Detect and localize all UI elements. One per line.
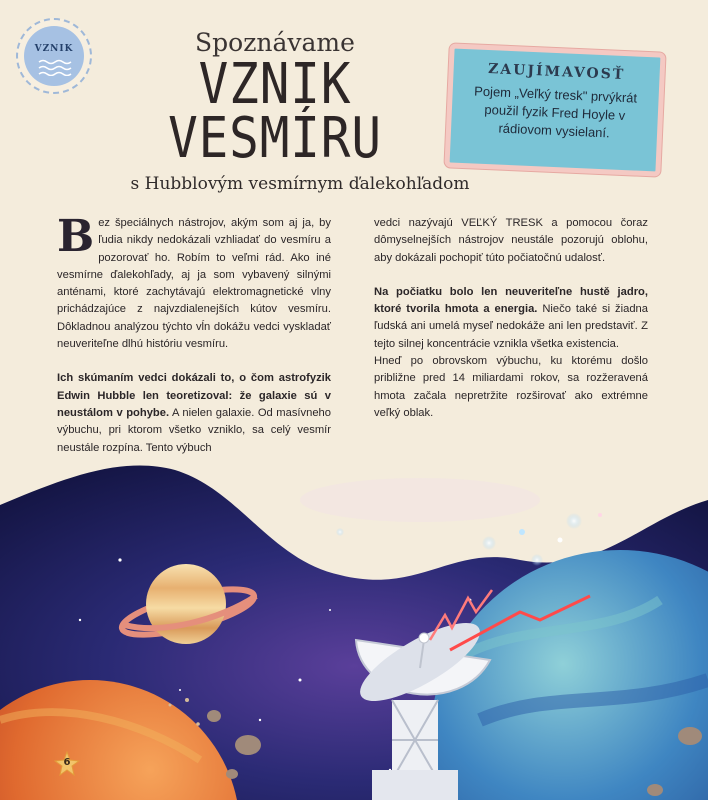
- waves-icon: [38, 58, 72, 76]
- right-paragraph-3: Hneď po obrovskom výbuchu, ku ktorému došlo približne pred 14 miliardami rokov, sa rozžeravená hmota začala nepretržite rozširovať ako extrémne veľký oblak.: [374, 355, 648, 419]
- main-title-line-1: VZNIK: [198, 52, 352, 117]
- title-block: [130, 28, 470, 194]
- right-paragraph-2-bold: Na počiatku bolo len neuveriteľne hustě jadro, ktoré tvorila hmota a energia.: [374, 285, 648, 316]
- right-paragraph-1-a: vedci nazývajú: [374, 217, 462, 229]
- left-paragraph-1-text: ez špeciálnych nástrojov, akým som aj ja, by ľudia nikdy nedokázali vzhliadať do vesmíru a pozorovať ho. Robím to veľmi rád. Ako iné vesmírne ďalekohľady, aj ja som vybavený silnými anténami, ktoré zachytávajú elektromagnetické vlny prichádzajúce z najvzdialenejších kútov vesmíru. Dôkladnou analýzou týchto vĺn dokážu vedci vyskladať neuveriteľne dlhú históriu vesmíru.: [57, 217, 331, 351]
- right-paragraph-2: [374, 284, 648, 353]
- big-bang-term: VEĽKÝ TRESK: [461, 217, 543, 229]
- right-paragraph-1: [374, 215, 648, 267]
- right-paragraph-1-b: a pomocou čoraz dômyselnejších nástrojov neustále pozorujú oblohu, aby dokázali pochopiť túto počiatočnú udalosť.: [374, 217, 648, 264]
- left-paragraph-2-bold: Ich skúmaním vedci dokázali to, o čom astrofyzik Edwin Hubble len teoretizoval: že galaxie sú v neustálom v pohybe.: [57, 372, 331, 419]
- pre-title: Spoznávame: [195, 28, 355, 57]
- left-paragraph-1: [57, 211, 331, 353]
- main-title-line-2: VESMÍRU: [168, 106, 382, 171]
- topic-badge: [16, 18, 92, 94]
- left-paragraph-2-rest: A nielen galaxie. Od masívneho výbuchu, pri ktorom všetko vzniklo, sa celý vesmír neustále rozpína. Tento výbuch: [57, 406, 331, 454]
- fun-fact-text: Pojem „Veľký tresk" prvýkrát použil fyzik Fred Hoyle v rádiovom vysielaní.: [473, 83, 638, 141]
- drop-cap: B: [57, 211, 95, 262]
- page-number: 6: [63, 757, 71, 768]
- subtitle: s Hubblovým vesmírnym ďalekohľadom: [130, 174, 470, 194]
- left-paragraph-2: [57, 370, 331, 456]
- badge-circle: [24, 26, 84, 86]
- fun-fact-title: ZAUJÍMAVOSŤ: [487, 61, 626, 84]
- right-paragraph-2-rest: Niečo také si žiadna ľudská ani umelá myseľ nedokáže ani len predstaviť. Z tejto silnej koncentrácie vznikla všetka existencia.: [374, 303, 648, 350]
- fun-fact-card: [444, 43, 665, 176]
- right-column: [374, 215, 648, 422]
- left-column: [57, 211, 331, 457]
- badge-label: VZNIK: [34, 44, 74, 54]
